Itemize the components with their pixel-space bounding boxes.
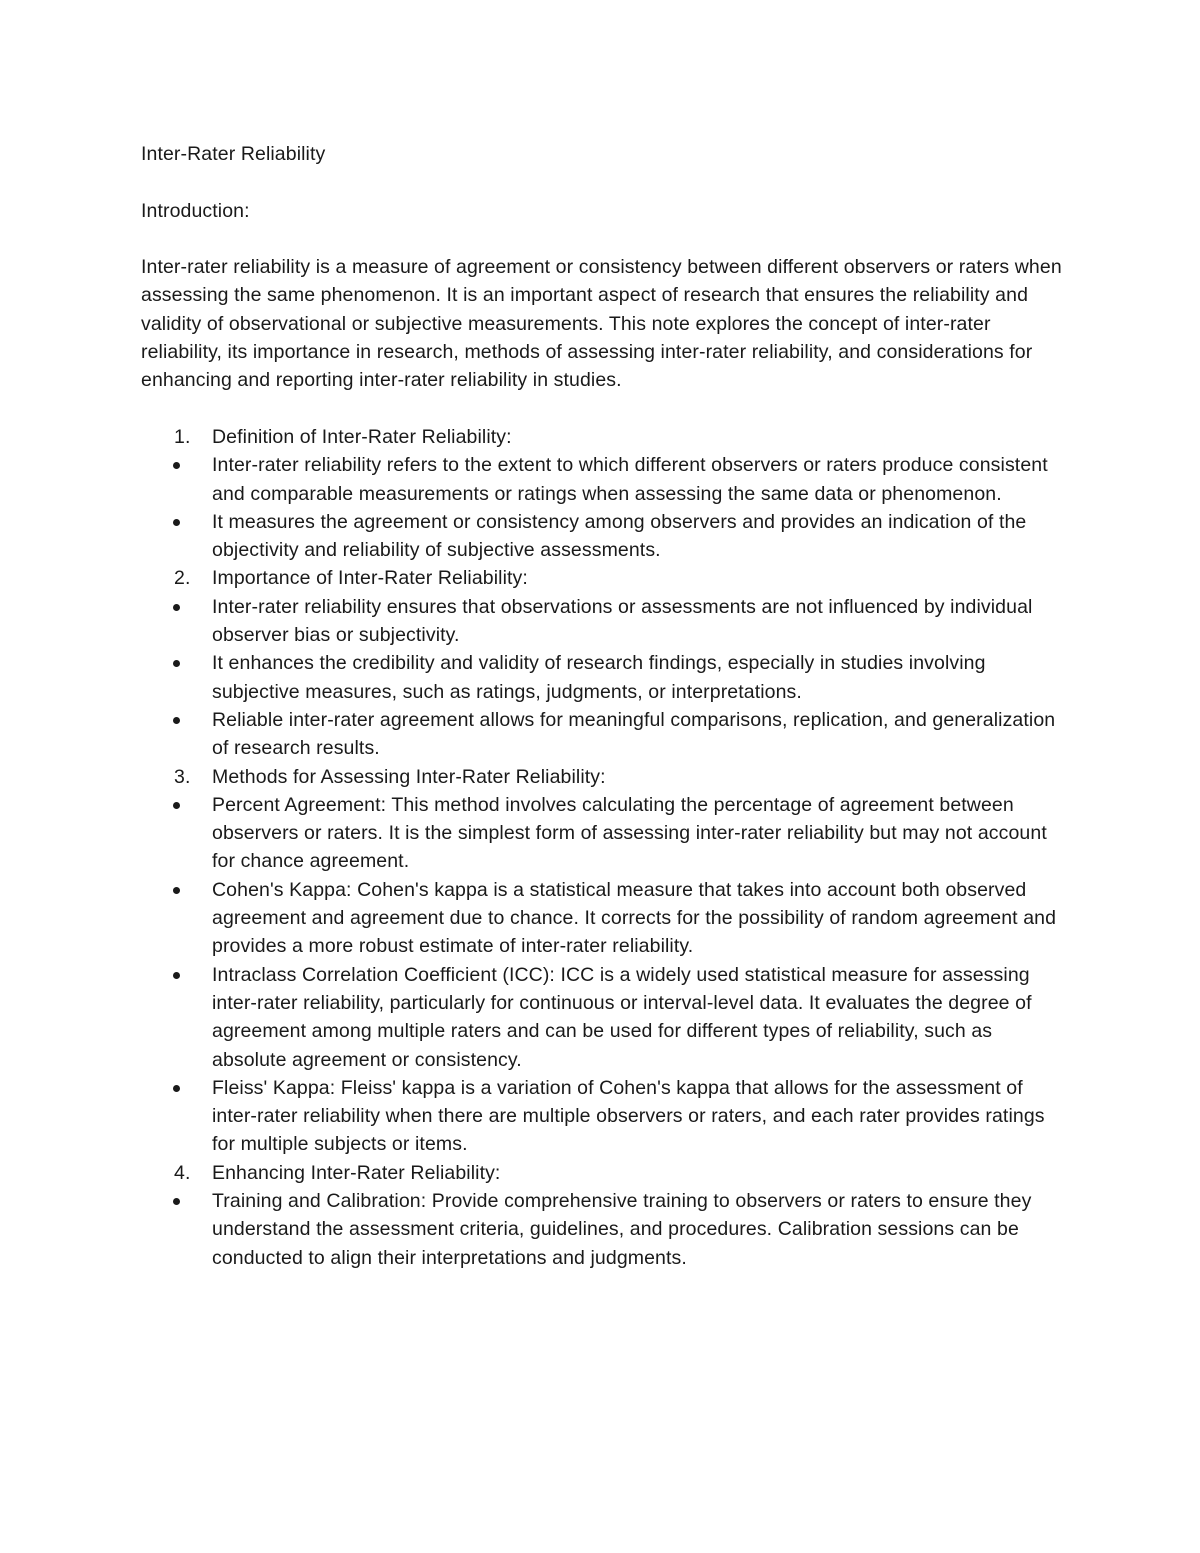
- section-heading-text: Importance of Inter-Rater Reliability:: [212, 567, 528, 590]
- document-title: Inter-Rater Reliability: [141, 143, 326, 165]
- section-heading-text: Methods for Assessing Inter-Rater Reliability:: [212, 765, 606, 788]
- bullet-text: Percent Agreement: This method involves calculating the percentage of agreement between observers or raters. It is the simplest form of assessing inter-rater reliability but may not account for chance agreement.: [212, 793, 1047, 873]
- bullet-icon: [173, 972, 180, 979]
- bullet-text: Inter-rater reliability ensures that observations or assessments are not influenced by individual observer bias or subjectivity.: [212, 595, 1033, 647]
- section-heading: [141, 1159, 1071, 1187]
- bullet-icon: [173, 802, 180, 809]
- bullet-text: Intraclass Correlation Coefficient (ICC): ICC is a widely used statistical measure for assessing inter-rater reliability, particularly for continuous or interval-level data. It evaluates the degree of agreement among multiple raters and can be used for different types of reliability, such as absolute agreement or consistency.: [212, 963, 1032, 1071]
- bullet-item: [141, 1187, 1071, 1272]
- document-content: [141, 140, 1071, 1272]
- bullet-text: Cohen's Kappa: Cohen's kappa is a statistical measure that takes into account both observed agreement and agreement due to chance. It corrects for the possibility of random agreement and provides a more robust estimate of inter-rater reliability.: [212, 878, 1057, 958]
- section-number: 4.: [174, 1161, 191, 1184]
- bullet-item: [141, 1074, 1071, 1159]
- bullet-text: Training and Calibration: Provide comprehensive training to observers or raters to ensure they understand the assessment criteria, guidelines, and procedures. Calibration sessions can be conducted to align their interpretations and judgments.: [212, 1189, 1032, 1269]
- section-heading: [141, 763, 1071, 791]
- outline-list: [141, 423, 1071, 1272]
- section-heading-text: Definition of Inter-Rater Reliability:: [212, 425, 512, 448]
- bullet-text: It measures the agreement or consistency among observers and provides an indication of the objectivity and reliability of subjective assessments.: [212, 510, 1027, 562]
- intro-paragraph: Inter-rater reliability is a measure of agreement or consistency between different observers or raters when assessing the same phenomenon. It is an important aspect of research that ensures the reliability and validity of observational or subjective measurements. This note explores the concept of inter-rater reliability, its importance in research, methods of assessing inter-rater reliability, and considerations for enhancing and reporting inter-rater reliability in studies.: [141, 256, 1062, 392]
- bullet-item: [141, 508, 1071, 565]
- section-number: 1.: [174, 425, 191, 448]
- bullet-icon: [173, 887, 180, 894]
- bullet-item: [141, 961, 1071, 1074]
- bullet-item: [141, 649, 1071, 706]
- bullet-icon: [173, 604, 180, 611]
- bullet-text: Fleiss' Kappa: Fleiss' kappa is a variation of Cohen's kappa that allows for the assessment of inter-rater reliability when there are multiple observers or raters, and each rater provides ratings for multiple subjects or items.: [212, 1076, 1045, 1156]
- bullet-icon: [173, 462, 180, 469]
- intro-label: Introduction:: [141, 199, 250, 222]
- section-number: 3.: [174, 765, 191, 788]
- section-heading: [141, 564, 1071, 592]
- bullet-text: It enhances the credibility and validity of research findings, especially in studies involving subjective measures, such as ratings, judgments, or interpretations.: [212, 652, 986, 703]
- bullet-item: [141, 706, 1071, 763]
- bullet-icon: [173, 1085, 180, 1092]
- section-number: 2.: [174, 567, 191, 590]
- bullet-item: [141, 451, 1071, 508]
- bullet-item: [141, 593, 1071, 650]
- bullet-item: [141, 876, 1071, 961]
- bullet-icon: [173, 1198, 180, 1205]
- bullet-icon: [173, 519, 180, 526]
- bullet-text: Inter-rater reliability refers to the extent to which different observers or raters produce consistent and comparable measurements or ratings when assessing the same data or phenomenon.: [212, 454, 1048, 505]
- bullet-item: [141, 791, 1071, 876]
- section-heading-text: Enhancing Inter-Rater Reliability:: [212, 1161, 501, 1184]
- bullet-icon: [173, 717, 180, 724]
- bullet-icon: [173, 660, 180, 667]
- section-heading: [141, 423, 1071, 451]
- bullet-text: Reliable inter-rater agreement allows for meaningful comparisons, replication, and generalization of research results.: [212, 708, 1056, 760]
